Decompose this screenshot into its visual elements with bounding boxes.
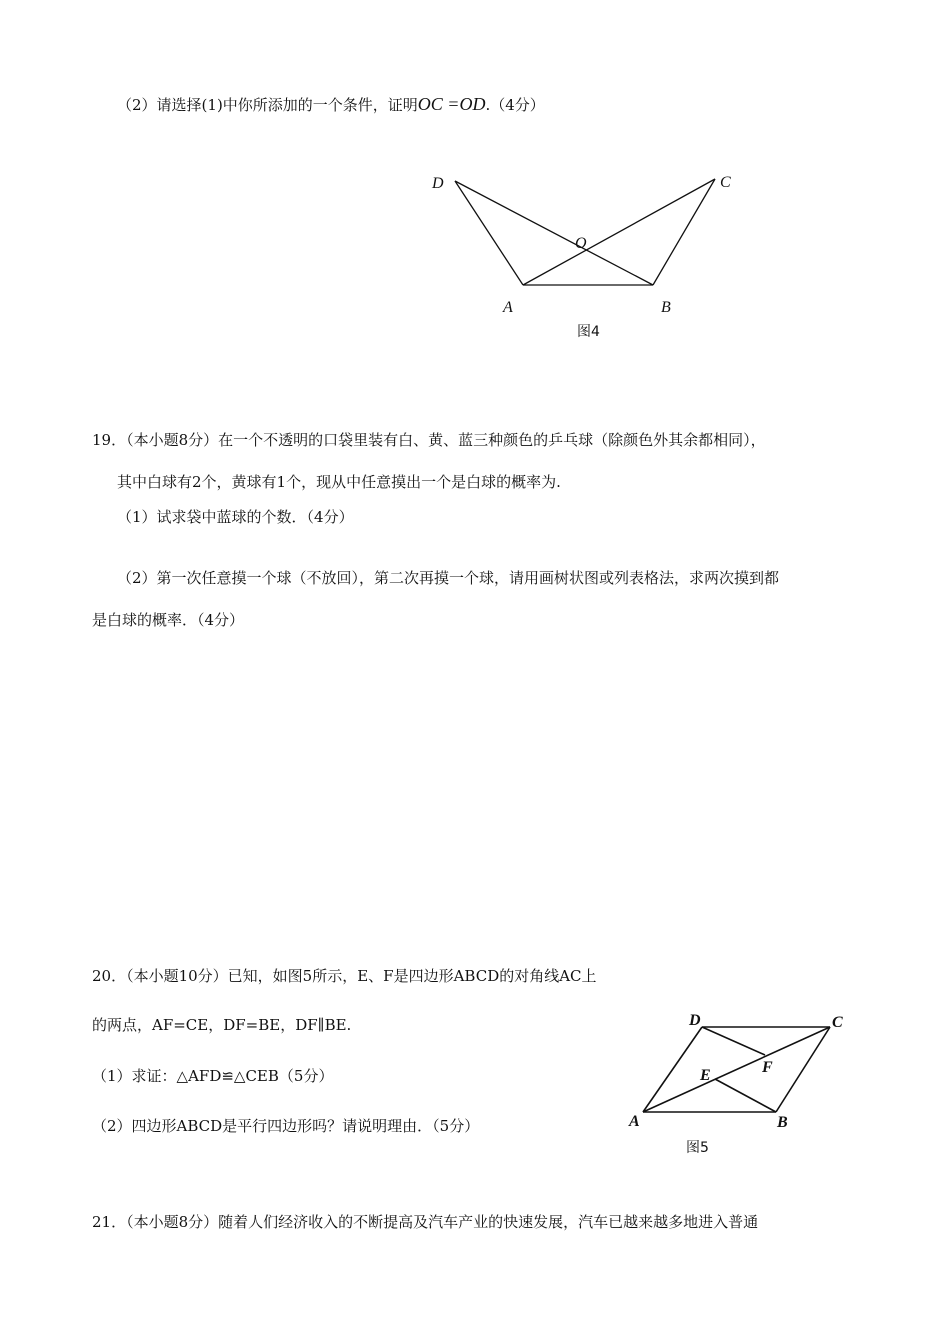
fig4-segment-cb — [653, 179, 715, 285]
q19-line1: 19．（本小题8分）在一个不透明的口袋里装有白、黄、蓝三种颜色的乒乓球（除颜色外其余都相同）， — [92, 431, 766, 449]
fig5-label-c: C — [832, 1014, 843, 1031]
fig4-label-a: A — [503, 299, 513, 316]
fig4-label-b: B — [661, 299, 671, 316]
q20-part1: （1）求证：△AFD≌△CEB（5分） — [92, 1067, 334, 1085]
q20-part2: （2）四边形ABCD是平行四边形吗？请说明理由．（5分） — [92, 1117, 480, 1135]
q18-part2-tail: .（4分） — [485, 96, 545, 114]
q19-line2: 其中白球有2个，黄球有1个，现从中任意摸出一个是白球的概率为. — [117, 473, 561, 491]
q19-part1: （1）试求袋中蓝球的个数．（4分） — [117, 508, 354, 526]
fig4-caption: 图4 — [577, 324, 600, 340]
fig4-label-o: O — [575, 235, 587, 252]
q18-part2-text: （2）请选择(1)中你所添加的一个条件，证明 — [117, 96, 418, 114]
fig5-label-d: D — [689, 1012, 701, 1029]
q21-line1: 21．（本小题8分）随着人们经济收入的不断提高及汽车产业的快速发展，汽车已越来越多地进入普通 — [92, 1213, 759, 1231]
figure-5 — [643, 1027, 830, 1112]
q19-part2-line2: 是白球的概率．（4分） — [92, 611, 245, 629]
fig5-segment-eb — [715, 1079, 776, 1112]
fig4-label-c: C — [720, 174, 731, 191]
q20-line1: 20．（本小题10分）已知，如图5所示，E、F是四边形ABCD的对角线AC上 — [92, 967, 597, 985]
fig5-label-a: A — [629, 1113, 640, 1130]
fig4-segment-bd — [455, 181, 653, 285]
fig5-label-f: F — [762, 1059, 773, 1076]
fig5-label-b: B — [777, 1114, 788, 1131]
fig5-label-e: E — [700, 1067, 711, 1084]
q20-line2: 的两点，AF=CE，DF=BE，DF∥BE. — [92, 1016, 352, 1034]
fig5-caption: 图5 — [686, 1140, 709, 1156]
fig4-label-d: D — [432, 175, 444, 192]
fig5-segment-df — [702, 1027, 765, 1055]
fig5-segment-ac — [643, 1027, 830, 1112]
fig4-segment-da — [455, 181, 523, 285]
q18-part2-math: OC =OD — [417, 94, 486, 114]
q19-part2-line1: （2）第一次任意摸一个球（不放回），第二次再摸一个球，请用画树状图或列表格法，求两次摸到都 — [117, 569, 780, 587]
